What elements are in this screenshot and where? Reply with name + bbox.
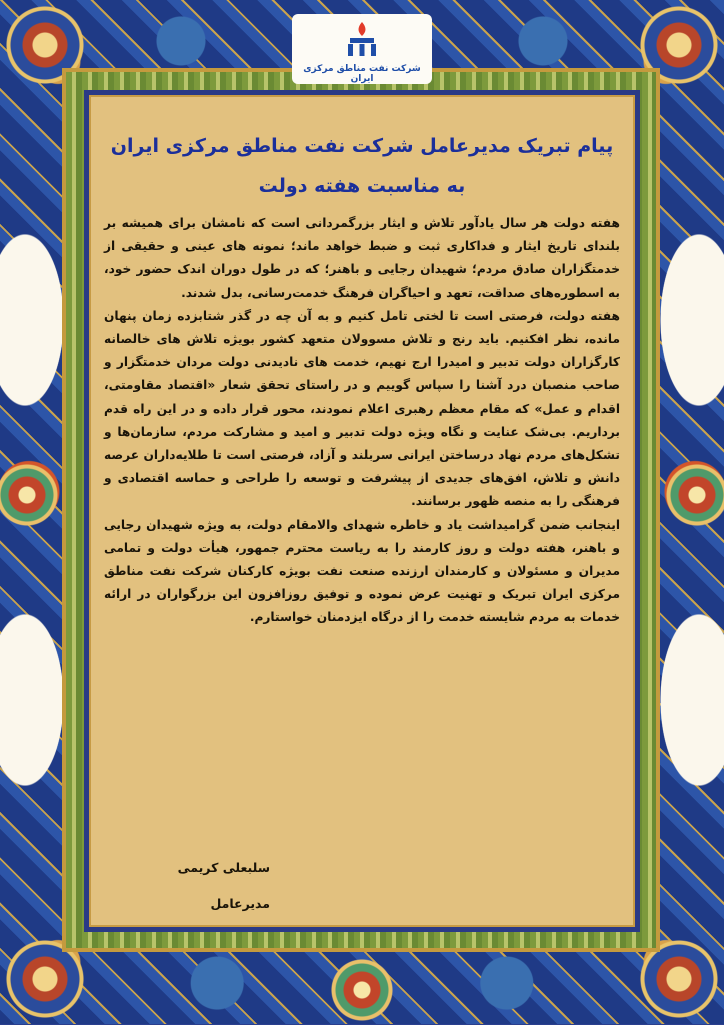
title-line-1: پیام تبریک مدیرعامل شرکت نفت مناطق مرکزی ایران bbox=[110, 135, 614, 157]
signatory-position: مدیرعامل bbox=[210, 896, 270, 911]
paragraph-3: اینجانب ضمن گرامیداشت یاد و خاطره شهدای والامقام دولت، به ویژه شهیدان رجایی و باهنر، هفته دولت و روز کارمند را به ریاست محترم جمهور، هیأت دولت و تمامی مدیران و مسئولان و کارمندان ارزنده صنعت نفت بویژه کارکنان شرکت نفت مناطق مرکزی ایران تبریک و تهنیت عرض نموده و توفیق روزافزون این بزرگواران در ارائه خدمات به مردم شایسته خدمت را از درگاه ایزدمنان خواستارم. bbox=[104, 517, 620, 625]
oil-company-logo-icon bbox=[342, 20, 382, 58]
message-body bbox=[104, 212, 620, 630]
title-line-2: به مناسبت هفته دولت bbox=[258, 175, 466, 197]
page-title bbox=[100, 126, 624, 206]
floral-white-zone bbox=[654, 220, 724, 420]
floral-white-zone bbox=[0, 220, 70, 420]
side-ornament-right bbox=[662, 460, 724, 530]
company-name-caption: شرکت نفت مناطق مرکزی ایران bbox=[303, 64, 421, 84]
paragraph-2: هفته دولت، فرصتی است تا لختی تامل کنیم و به آن چه در گذر شتابزده زمان پنهان مانده، نظر افکنیم. باید رنج و تلاش مسوولان متعهد کشور بویژه تلاش های خالصانه کارگزاران دولت تدبیر و امیدرا ارج نهیم، خدمت های نادیدنی دولت مردان خدمتگزار و صاحب منصبان درد آشنا را سپاس گوییم و در راستای تحقق شعار «اقتصاد مقاومتی، اقدام و عمل» که مقام معظم رهبری اعلام نمودند، محور قرار داده و در این راه قدم برداریم. بی‌شک عنایت و نگاه ویژه دولت تدبیر و امید و مشارکت مردم، سازمان‌ها و تشکل‌های مردم نهاد درساختن ایرانی سربلند و آزاد، فرصتی است تا طلایه‌داران عرصه دانش و تلاش، افق‌های جدیدی از پیشرفت و توسعه را طراحی و حماسه اقتصادی و فرهنگی را به منصه ظهور برسانند. bbox=[104, 308, 620, 509]
company-logo bbox=[292, 14, 432, 84]
bottom-ornament bbox=[327, 955, 397, 1025]
floral-white-zone bbox=[0, 600, 70, 800]
paragraph-1: هفته دولت هر سال یادآور تلاش و ایثار بزرگمردانی است که نامشان برای همیشه بر بلندای تاریخ ایثار و فداکاری ثبت و ضبط خواهد ماند؛ نمونه های عینی و حقیقی از خدمتگزاران صادق مردم؛ شهیدان رجایی و باهنر؛ که در طول دوران اندک حضور خود، به اسطوره‌های صداقت، تعهد و احیاگران فرهنگ خدمت‌رسانی، بدل شدند. bbox=[104, 216, 620, 300]
signatory-name: سلبعلی کریمی bbox=[177, 860, 270, 875]
signature-block bbox=[178, 850, 270, 922]
floral-white-zone bbox=[654, 600, 724, 800]
